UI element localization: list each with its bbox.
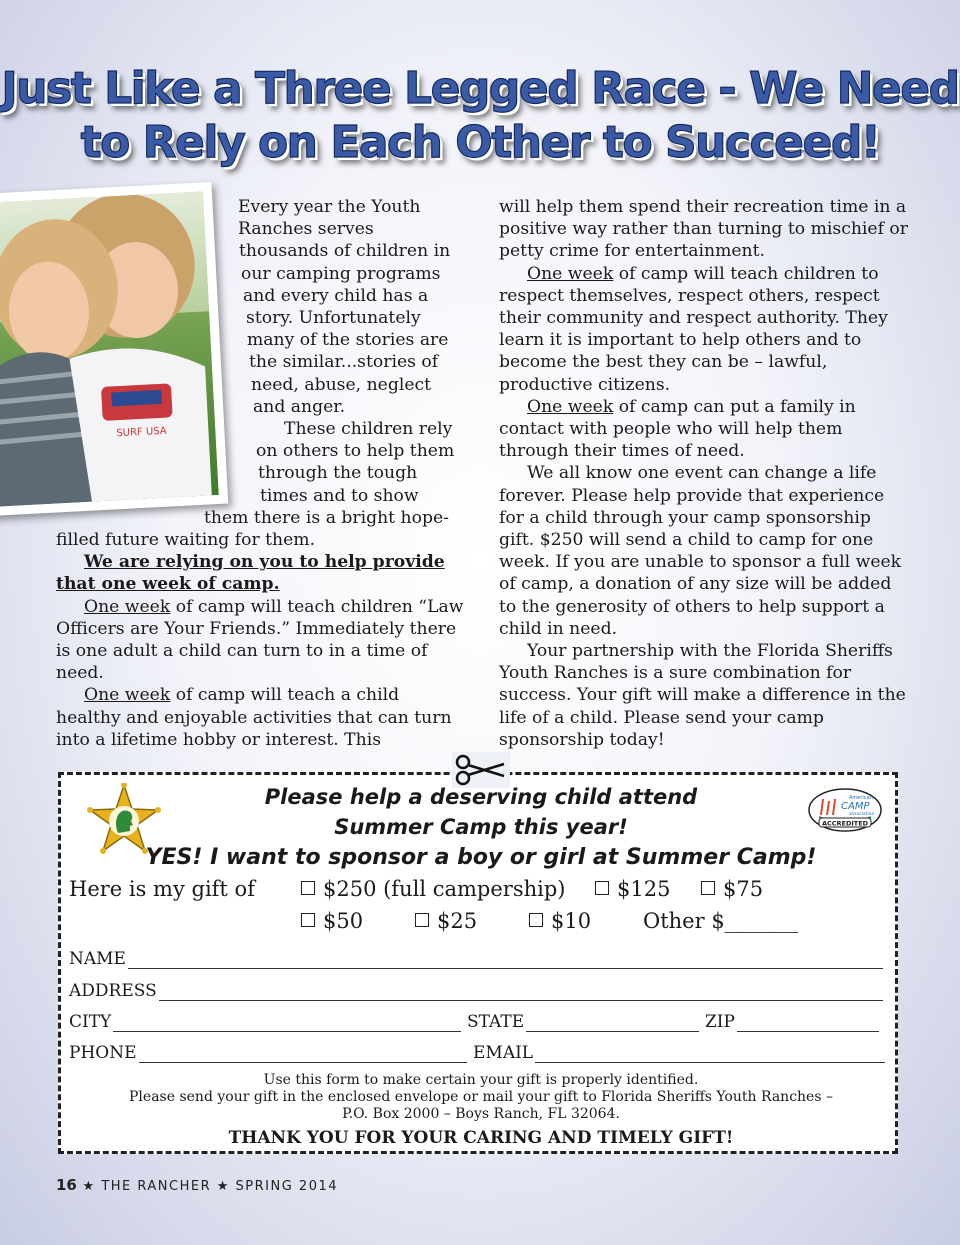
one-week-underline: One week (84, 596, 171, 617)
email-field[interactable] (473, 1043, 885, 1063)
article-column-right (499, 196, 909, 751)
option-125[interactable] (595, 877, 670, 901)
city-line[interactable] (113, 1017, 461, 1032)
aca-camp-text: CAMP (841, 801, 870, 812)
option-label: $250 (full campership) (323, 877, 566, 901)
zip-label: ZIP (705, 1012, 735, 1032)
paragraph-text: of camp will teach children to respect themselves, respect others, respect their community and respect authority. They learn it is important to help others and to become the best they can be – lawful, productive citizens. (499, 263, 888, 395)
wrapped-line: our camping programs (241, 263, 441, 284)
mail-instructions: Please send your gift in the enclosed envelope or mail your gift to Florida Sheriffs Youth Ranches – (129, 1089, 833, 1105)
option-75[interactable] (701, 877, 763, 901)
paragraph-text: will help them spend their recreation time in a positive way rather than turning to mischief or petty crime for entertainment. (499, 197, 908, 262)
paragraph-text: We all know one event can change a life forever. Please help provide that experience for a child through your camp sponsorship gift. $250 will send a child to camp for one week. If you are unable to sponsor a full week of camp, a donation of any size will be added to the generosity of others to help support a child in need. (499, 463, 902, 639)
publication-name: THE RANCHER (101, 1179, 212, 1194)
coupon-heading-2: Summer Camp this year! (334, 815, 628, 839)
name-field[interactable] (69, 949, 883, 969)
checkbox[interactable] (301, 881, 315, 895)
aca-assoc-text: association (849, 812, 875, 817)
one-week-underline: One week (527, 263, 614, 284)
wrapped-line: Every year the Youth (238, 197, 421, 217)
page-footer (56, 1176, 338, 1194)
wrapped-line: and anger. (253, 396, 346, 417)
option-label: $50 (323, 909, 364, 933)
wrapped-line: Ranches serves (238, 219, 374, 240)
issue-season: SPRING 2014 (235, 1179, 339, 1194)
relying-callout: We are relying on you to help provide that one week of camp. (56, 552, 445, 595)
state-label: STATE (467, 1012, 525, 1032)
email-line[interactable] (535, 1048, 885, 1063)
state-line[interactable] (526, 1017, 699, 1032)
form-note: Use this form to make certain your gift is properly identified. (263, 1072, 699, 1088)
wrapped-line: These children rely (284, 419, 453, 440)
thank-you-line: THANK YOU FOR YOUR CARING AND TIMELY GIFT! (228, 1128, 734, 1148)
name-line[interactable] (128, 954, 883, 969)
paragraph (499, 263, 909, 396)
aca-small-text: American (849, 795, 873, 801)
wrapped-line: thousands of children in (239, 241, 451, 262)
star-icon: ★ (82, 1179, 96, 1194)
checkbox[interactable] (415, 913, 429, 927)
checkbox[interactable] (529, 913, 543, 927)
coupon-heading-1: Please help a deserving child attend (264, 785, 698, 809)
wrapped-line: the similar...stories of (249, 352, 439, 373)
wrapped-line: them there is a bright hope- (204, 507, 449, 528)
zip-line[interactable] (737, 1017, 879, 1032)
wrapped-line: need, abuse, neglect (251, 374, 432, 395)
scissors-icon (452, 752, 510, 788)
phone-line[interactable] (139, 1048, 468, 1063)
aca-accredited-badge-icon (807, 787, 883, 833)
wrapped-line: story. Unfortunately (246, 308, 421, 329)
page-number: 16 (56, 1176, 77, 1194)
state-field[interactable] (467, 1012, 699, 1032)
sponsorship-coupon (58, 772, 898, 1154)
gift-label: Here is my gift of (69, 877, 255, 901)
option-other[interactable]: Other $_______ (643, 909, 799, 933)
checkbox[interactable] (701, 881, 715, 895)
headline-line-1: Just Like a Three Legged Race - We Need (1, 63, 959, 114)
aca-label: ACCREDITED (821, 819, 869, 828)
option-label: $25 (437, 909, 478, 933)
headline-line-2: to Rely on Each Other to Succeed! (80, 117, 880, 168)
option-50[interactable] (301, 909, 363, 933)
option-label: $75 (723, 877, 764, 901)
paragraph-text: of camp will teach a child healthy and enjoyable activities that can turn into a lifetime hobby or interest. This (56, 685, 452, 750)
paragraph (56, 684, 466, 751)
wrapped-line: through the tough (258, 463, 418, 484)
city-field[interactable] (69, 1012, 461, 1032)
option-25[interactable] (415, 909, 477, 933)
address-line[interactable] (159, 986, 883, 1001)
wrapped-line: filled future waiting for them. (56, 530, 316, 551)
article-column-left (56, 196, 466, 751)
paragraph-text: of camp will teach children “Law Officers are Your Friends.” Immediately there is one adult a child can turn to in a time of need. (56, 596, 464, 684)
paragraph-text: Your partnership with the Florida Sheriffs Youth Ranches is a sure combination for success. Your gift will make a difference in the life of a child. Please send your camp sponsorship today! (499, 641, 906, 750)
wrapped-line: many of the stories are (247, 330, 449, 351)
one-week-underline: One week (84, 685, 171, 706)
shirt-text: SURF USA (116, 425, 167, 440)
option-10[interactable] (529, 909, 591, 933)
checkbox[interactable] (595, 881, 609, 895)
zip-field[interactable] (705, 1012, 879, 1032)
address-label: ADDRESS (69, 981, 157, 1001)
name-label: NAME (69, 949, 126, 969)
wrapped-line: times and to show (260, 485, 419, 506)
address-field[interactable] (69, 981, 883, 1001)
city-label: CITY (69, 1012, 112, 1032)
checkbox[interactable] (301, 913, 315, 927)
star-icon: ★ (216, 1179, 230, 1194)
option-label: $125 (617, 877, 671, 901)
mail-address: P.O. Box 2000 – Boys Ranch, FL 32064. (342, 1106, 620, 1122)
option-label: $10 (551, 909, 592, 933)
phone-field[interactable] (69, 1043, 467, 1063)
phone-label: PHONE (69, 1043, 137, 1063)
option-250[interactable] (301, 877, 565, 901)
wrapped-line: and every child has a (243, 285, 429, 306)
paragraph (499, 396, 909, 463)
email-label: EMAIL (473, 1043, 534, 1063)
page-headline (0, 62, 960, 170)
paragraph-text: of camp can put a family in contact with people who will help them through their times of need. (499, 396, 856, 462)
paragraph (56, 596, 466, 685)
one-week-underline: One week (527, 396, 614, 417)
wrapped-line: on others to help them (256, 441, 455, 462)
coupon-heading-3: YES! I want to sponsor a boy or girl at Summer Camp! (145, 845, 817, 870)
